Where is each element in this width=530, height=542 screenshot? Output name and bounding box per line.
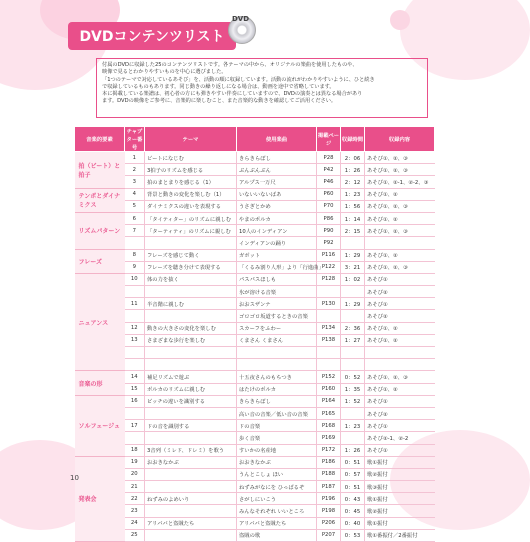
content-cell: あそび①、②、③: [365, 164, 435, 176]
time-cell: [341, 237, 365, 249]
table-row: [75, 237, 435, 249]
time-cell: 1：56: [341, 200, 365, 212]
intro-line: で収録しているものもあります。同じ動きの繰り返しになる場合は、動画を途中で省略しています。: [102, 83, 335, 90]
table-row: [75, 359, 435, 371]
time-cell: 0：40: [341, 517, 365, 529]
time-cell: 0：52: [341, 371, 365, 383]
page-cell: P152: [317, 371, 341, 383]
page-cell: P122: [317, 261, 341, 273]
page-cell: P128: [317, 273, 341, 285]
theme-cell: ピッチの違いを識別する: [145, 395, 237, 407]
time-cell: [341, 432, 365, 444]
content-cell: あそび①、②: [365, 249, 435, 261]
table-row: [75, 383, 435, 395]
music-cell: おおきなかぶ: [237, 456, 317, 468]
music-cell: ねずみがなにを ひっぱるぞ: [237, 481, 317, 493]
time-cell: 1：26: [341, 164, 365, 176]
table-row: [75, 334, 435, 346]
chapter-number: 1: [125, 152, 145, 164]
theme-cell: [145, 505, 237, 517]
chapter-number: 16: [125, 395, 145, 407]
table-row: [75, 347, 435, 359]
music-cell: 盗賊の歌: [237, 529, 317, 541]
time-cell: 0：57: [341, 468, 365, 480]
theme-cell: 背景と動きの変化を楽しむ（1）: [145, 188, 237, 200]
theme-cell: 「タイティター」のリズムに親しむ: [145, 212, 237, 224]
chapter-number: 13: [125, 334, 145, 346]
intro-line: 「1つのテーマで対応しているあそび」を、活動の順に収録しています。活動の流れがわかりやすいように、ひと続き: [102, 76, 375, 83]
theme-cell: ねずみのよめいり: [145, 493, 237, 505]
content-cell: あそび①、②、③: [365, 225, 435, 237]
music-cell: きらきらぼし: [237, 395, 317, 407]
music-cell: きらきらぼし: [237, 152, 317, 164]
chapter-number: 7: [125, 225, 145, 237]
chapter-number: 23: [125, 505, 145, 517]
content-cell: あそび①、②: [365, 383, 435, 395]
time-cell: [341, 359, 365, 371]
content-cell: あそび①、②: [365, 212, 435, 224]
theme-cell: ドの音を識別する: [145, 420, 237, 432]
theme-cell: [145, 432, 237, 444]
music-cell: すいかの名産地: [237, 444, 317, 456]
theme-cell: [145, 237, 237, 249]
theme-cell: 拍のまとまりを感じる（1）: [145, 176, 237, 188]
page-cell: P28: [317, 152, 341, 164]
time-cell: 1：27: [341, 334, 365, 346]
time-cell: 1：23: [341, 188, 365, 200]
chapter-number: [125, 286, 145, 298]
table-row: [75, 212, 435, 224]
table-row: [75, 249, 435, 261]
theme-cell: [145, 359, 237, 371]
group-label: 音楽の形: [75, 371, 125, 395]
theme-cell: 「ターティティ」のリズムに親しむ: [145, 225, 237, 237]
music-cell: アリババと盗賊たち: [237, 517, 317, 529]
theme-cell: ダイナミクスの違いを表現する: [145, 200, 237, 212]
chapter-number: 19: [125, 456, 145, 468]
time-cell: 0：43: [341, 493, 365, 505]
table-row: [75, 200, 435, 212]
music-cell: [237, 347, 317, 359]
time-cell: 0：51: [341, 481, 365, 493]
content-cell: あそび①: [365, 420, 435, 432]
music-cell: ゴロゴロ坂道するときの音楽: [237, 310, 317, 322]
music-cell: うさぎとかめ: [237, 200, 317, 212]
page-cell: P116: [317, 249, 341, 261]
chapter-number: [125, 359, 145, 371]
content-cell: あそび①、②、③: [365, 200, 435, 212]
time-cell: 3：21: [341, 261, 365, 273]
group-label: ニュアンス: [75, 273, 125, 371]
content-cell: あそび①: [365, 273, 435, 285]
content-cell: 歌①振付: [365, 456, 435, 468]
table-row: [75, 468, 435, 480]
table-row: [75, 456, 435, 468]
page-cell: P188: [317, 468, 341, 480]
group-label: テンポとダイナミクス: [75, 188, 125, 212]
chapter-number: [125, 432, 145, 444]
content-cell: 歌①番振付／2番振付: [365, 529, 435, 541]
chapter-number: 2: [125, 164, 145, 176]
content-cell: 歌②振付: [365, 505, 435, 517]
content-cell: あそび①、②、③: [365, 371, 435, 383]
header-time: 収録時間: [341, 127, 365, 152]
content-cell: あそび①、②: [365, 188, 435, 200]
music-cell: スカーフをふわー: [237, 322, 317, 334]
header-content: 収録内容: [365, 127, 435, 152]
table-row: [75, 261, 435, 273]
time-cell: 0：53: [341, 529, 365, 541]
theme-cell: [145, 310, 237, 322]
intro-line: 付属のDVDに収録した25のコンテンツリストです。各テーマの中から、オリジナルの楽曲を使用したものや、: [102, 62, 358, 68]
music-cell: アルプス一万尺: [237, 176, 317, 188]
theme-cell: ボルカのリズムに親しむ: [145, 383, 237, 395]
table-row: [75, 517, 435, 529]
time-cell: 0：51: [341, 456, 365, 468]
content-cell: 歌③振付: [365, 481, 435, 493]
table-row: [75, 432, 435, 444]
time-cell: 1：35: [341, 383, 365, 395]
music-cell: パスパスほしも: [237, 273, 317, 285]
theme-cell: [145, 529, 237, 541]
chapter-number: 24: [125, 517, 145, 529]
page-cell: P168: [317, 420, 341, 432]
theme-cell: 3拍子のリズムを感じる: [145, 164, 237, 176]
page-cell: P206: [317, 517, 341, 529]
time-cell: 2：15: [341, 225, 365, 237]
content-cell: あそび①、②: [365, 322, 435, 334]
page-cell: P160: [317, 383, 341, 395]
time-cell: 2：12: [341, 176, 365, 188]
chapter-number: 14: [125, 371, 145, 383]
theme-cell: 体の力を抜く: [145, 273, 237, 285]
page-cell: P165: [317, 407, 341, 419]
chapter-number: [125, 347, 145, 359]
content-cell: あそび①、②、③: [365, 261, 435, 273]
chapter-number: [125, 310, 145, 322]
content-cell: 歌①振付: [365, 493, 435, 505]
page-cell: P172: [317, 444, 341, 456]
chapter-number: 8: [125, 249, 145, 261]
chapter-number: 15: [125, 383, 145, 395]
chapter-number: 4: [125, 188, 145, 200]
group-label: フレーズ: [75, 249, 125, 273]
header-theme: テーマ: [145, 127, 237, 152]
music-cell: 10人のインディアン: [237, 225, 317, 237]
content-cell: あそび①、②-1、②-2、③: [365, 176, 435, 188]
theme-cell: ビートになじむ: [145, 152, 237, 164]
table-row: [75, 298, 435, 310]
music-cell: 氷が溶ける音楽: [237, 286, 317, 298]
page-cell: P169: [317, 432, 341, 444]
music-cell: 十五夜さんのもちつき: [237, 371, 317, 383]
dvd-disc-icon: [228, 16, 256, 44]
chapter-number: 17: [125, 420, 145, 432]
page-cell: P60: [317, 188, 341, 200]
content-cell: あそび①、②、③: [365, 152, 435, 164]
page-cell: P196: [317, 493, 341, 505]
time-cell: 2：36: [341, 322, 365, 334]
page-cell: P134: [317, 322, 341, 334]
theme-cell: [145, 468, 237, 480]
time-cell: [341, 347, 365, 359]
table-row: [75, 310, 435, 322]
table-row: [75, 505, 435, 517]
music-cell: 「くるみ割り人形」より「行進曲」: [237, 261, 317, 273]
table-body: [75, 152, 435, 542]
music-cell: さがしにいこう: [237, 493, 317, 505]
time-cell: [341, 286, 365, 298]
page-cell: P164: [317, 395, 341, 407]
music-cell: ぶんぶんぶん: [237, 164, 317, 176]
music-cell: うんとこしょ ほい: [237, 468, 317, 480]
table-row: [75, 420, 435, 432]
time-cell: 1：52: [341, 395, 365, 407]
page-cell: P46: [317, 176, 341, 188]
table-row: [75, 444, 435, 456]
music-cell: くまさん くまさん: [237, 334, 317, 346]
table-row: [75, 188, 435, 200]
time-cell: [341, 407, 365, 419]
theme-cell: おおきなかぶ: [145, 456, 237, 468]
chapter-number: 25: [125, 529, 145, 541]
table-row: [75, 286, 435, 298]
table-row: [75, 225, 435, 237]
theme-cell: 動きの大きさの変化を楽しむ: [145, 322, 237, 334]
theme-cell: フレーズを聴き分けて表現する: [145, 261, 237, 273]
page-title: DVDコンテンツリスト: [68, 22, 236, 50]
intro-line: 本に掲載している楽譜は、初心者の方にも弾きやすい伴奏にしていますので、DVDの演奏とは異なる場合があり: [102, 91, 363, 98]
time-cell: 0：45: [341, 505, 365, 517]
table-row: [75, 407, 435, 419]
chapter-number: 10: [125, 273, 145, 285]
page-cell: [317, 310, 341, 322]
time-cell: 1：23: [341, 420, 365, 432]
chapter-number: 5: [125, 200, 145, 212]
page-cell: [317, 286, 341, 298]
group-label: 発表会: [75, 456, 125, 541]
content-table: [74, 126, 435, 542]
chapter-number: [125, 237, 145, 249]
table-row: [75, 529, 435, 541]
content-cell: 歌①振付: [365, 517, 435, 529]
chapter-number: 18: [125, 444, 145, 456]
header-music: 使用楽曲: [237, 127, 317, 152]
table-row: [75, 164, 435, 176]
music-cell: 歩く音楽: [237, 432, 317, 444]
page-cell: P198: [317, 505, 341, 517]
chapter-number: 12: [125, 322, 145, 334]
page-cell: P207: [317, 529, 341, 541]
time-cell: 1：29: [341, 249, 365, 261]
group-label: リズムパターン: [75, 212, 125, 249]
page-cell: P187: [317, 481, 341, 493]
music-cell: みんなそれぞれ いいところ: [237, 505, 317, 517]
page-cell: P130: [317, 298, 341, 310]
page-cell: P86: [317, 212, 341, 224]
intro-box: [96, 58, 428, 118]
group-label: ソルフェージュ: [75, 395, 125, 456]
page-cell: P186: [317, 456, 341, 468]
table-row: [75, 152, 435, 164]
chapter-number: 20: [125, 468, 145, 480]
table-row: [75, 176, 435, 188]
music-cell: はたけのポルカ: [237, 383, 317, 395]
dvd-label: DVD: [232, 15, 250, 23]
content-table-wrapper: [74, 126, 434, 542]
table-row: [75, 493, 435, 505]
time-cell: 1：26: [341, 444, 365, 456]
theme-cell: 半音階に親しむ: [145, 298, 237, 310]
page-cell: P70: [317, 200, 341, 212]
page-cell: P90: [317, 225, 341, 237]
content-cell: [365, 237, 435, 249]
page-cell: P138: [317, 334, 341, 346]
chapter-number: 22: [125, 493, 145, 505]
chapter-number: [125, 407, 145, 419]
page-cell: [317, 359, 341, 371]
music-cell: インディアンの踊り: [237, 237, 317, 249]
theme-cell: 補足リズムで遊ぶ: [145, 371, 237, 383]
theme-cell: さまざまな歩行を楽しむ: [145, 334, 237, 346]
time-cell: 2：06: [341, 152, 365, 164]
music-cell: いないいないばあ: [237, 188, 317, 200]
content-cell: あそび②-1、②-2: [365, 432, 435, 444]
content-cell: あそび②: [365, 286, 435, 298]
table-header-row: [75, 127, 435, 152]
header-element: 音楽的要素: [75, 127, 125, 152]
content-cell: あそび①: [365, 395, 435, 407]
content-cell: [365, 359, 435, 371]
header-page: 掲載ページ: [317, 127, 341, 152]
content-cell: あそび①、②: [365, 334, 435, 346]
content-cell: あそび①: [365, 298, 435, 310]
music-cell: ドの音楽: [237, 420, 317, 432]
table-row: [75, 481, 435, 493]
theme-cell: アリババと盗賊たち: [145, 517, 237, 529]
page-cell: P42: [317, 164, 341, 176]
page-cell: P92: [317, 237, 341, 249]
chapter-number: 9: [125, 261, 145, 273]
music-cell: 高い音の音楽／低い音の音楽: [237, 407, 317, 419]
theme-cell: [145, 286, 237, 298]
chapter-number: 3: [125, 176, 145, 188]
content-cell: 歌②振付: [365, 468, 435, 480]
theme-cell: [145, 407, 237, 419]
content-cell: [365, 347, 435, 359]
content-cell: あそび②: [365, 310, 435, 322]
chapter-number: 6: [125, 212, 145, 224]
group-label: 拍（ビート）と拍子: [75, 152, 125, 189]
table-row: [75, 273, 435, 285]
intro-line: ます。DVDの映像をご参考に、音楽的に楽しむこと、また音楽的な動きを確認してご活用ください。: [102, 98, 337, 105]
theme-cell: 3音列（ミレド、ドレミ）を歌う: [145, 444, 237, 456]
theme-cell: [145, 347, 237, 359]
time-cell: 1：14: [341, 212, 365, 224]
time-cell: 1：29: [341, 298, 365, 310]
intro-line: 映像で見るとわかりやすいものを中心に選びました。: [102, 69, 227, 76]
content-cell: あそび①: [365, 444, 435, 456]
page-cell: [317, 347, 341, 359]
table-row: [75, 322, 435, 334]
music-cell: やまのポルカ: [237, 212, 317, 224]
time-cell: 1：02: [341, 273, 365, 285]
page-number: 10: [70, 474, 79, 482]
music-cell: ガボット: [237, 249, 317, 261]
content-cell: あそび②: [365, 407, 435, 419]
header-chapter: チャプター番号: [125, 127, 145, 152]
decor-circle: [390, 10, 410, 30]
music-cell: [237, 359, 317, 371]
chapter-number: 11: [125, 298, 145, 310]
time-cell: [341, 310, 365, 322]
chapter-number: 21: [125, 481, 145, 493]
table-row: [75, 371, 435, 383]
table-row: [75, 395, 435, 407]
theme-cell: [145, 481, 237, 493]
theme-cell: フレーズを感じて動く: [145, 249, 237, 261]
music-cell: おおスザンナ: [237, 298, 317, 310]
